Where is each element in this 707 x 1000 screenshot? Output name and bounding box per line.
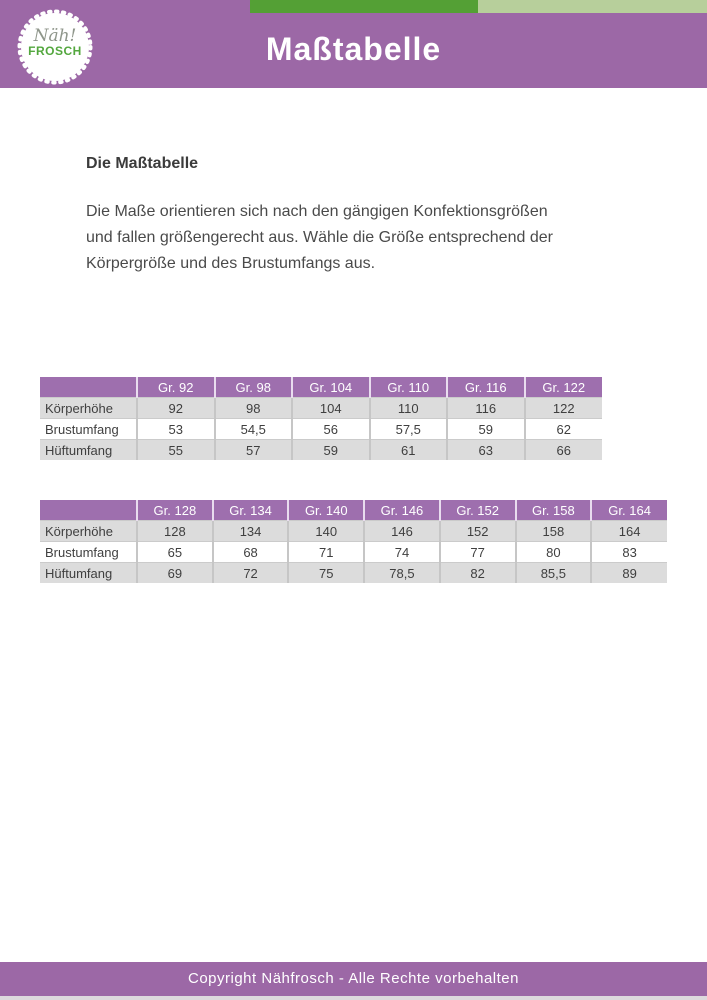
table-header-row: [40, 377, 602, 398]
value-cell: 74: [364, 542, 440, 563]
top-stripe-light-green: [478, 0, 707, 13]
table-header-row: [40, 500, 667, 521]
size-column-header: Gr. 116: [447, 377, 525, 398]
value-cell: 85,5: [516, 563, 592, 584]
intro-line: Körpergröße und des Brustumfangs aus.: [86, 255, 376, 272]
row-label: Brustumfang: [40, 542, 137, 563]
value-cell: 78,5: [364, 563, 440, 584]
logo-text: [17, 9, 93, 85]
value-cell: 59: [447, 419, 525, 440]
top-stripe-dark-green: [250, 0, 478, 13]
size-table-small: [40, 377, 602, 460]
value-cell: 164: [591, 521, 667, 542]
value-cell: 122: [525, 398, 603, 419]
nahfrosch-logo: [17, 9, 93, 85]
value-cell: 65: [137, 542, 213, 563]
intro-paragraph: [86, 199, 553, 277]
size-column-header: Gr. 152: [440, 500, 516, 521]
value-cell: 72: [213, 563, 289, 584]
value-cell: 61: [370, 440, 448, 461]
value-cell: 66: [525, 440, 603, 461]
value-cell: 77: [440, 542, 516, 563]
section-heading: Die Maßtabelle: [86, 155, 199, 172]
size-column-header: [40, 377, 137, 398]
size-column-header: Gr. 164: [591, 500, 667, 521]
table-row: [40, 542, 667, 563]
table-row: [40, 563, 667, 584]
value-cell: 89: [591, 563, 667, 584]
size-column-header: Gr. 122: [525, 377, 603, 398]
intro-line: und fallen größengerecht aus. Wähle die Größe entsprechend der: [86, 229, 553, 246]
value-cell: 57: [215, 440, 293, 461]
value-cell: 110: [370, 398, 448, 419]
table-row: [40, 440, 602, 461]
value-cell: 56: [292, 419, 370, 440]
value-cell: 128: [137, 521, 213, 542]
value-cell: 152: [440, 521, 516, 542]
value-cell: 140: [288, 521, 364, 542]
copyright-text: Copyright Nähfrosch - Alle Rechte vorbehalten: [188, 970, 519, 987]
row-label: Hüftumfang: [40, 563, 137, 584]
value-cell: 116: [447, 398, 525, 419]
size-column-header: Gr. 104: [292, 377, 370, 398]
size-column-header: Gr. 98: [215, 377, 293, 398]
table-row: [40, 398, 602, 419]
value-cell: 63: [447, 440, 525, 461]
row-label: Körperhöhe: [40, 398, 137, 419]
size-column-header: Gr. 128: [137, 500, 213, 521]
value-cell: 57,5: [370, 419, 448, 440]
value-cell: 82: [440, 563, 516, 584]
value-cell: 68: [213, 542, 289, 563]
table-row: [40, 419, 602, 440]
page-title: Maßtabelle: [265, 31, 442, 67]
value-cell: 92: [137, 398, 215, 419]
logo-brand-text: FROSCH: [28, 44, 82, 58]
value-cell: 53: [137, 419, 215, 440]
value-cell: 80: [516, 542, 592, 563]
size-column-header: Gr. 134: [213, 500, 289, 521]
value-cell: 71: [288, 542, 364, 563]
value-cell: 75: [288, 563, 364, 584]
size-table-large: [40, 500, 667, 583]
footer-bar: [0, 962, 707, 996]
bottom-edge-strip: [0, 996, 707, 1000]
value-cell: 98: [215, 398, 293, 419]
value-cell: 83: [591, 542, 667, 563]
value-cell: 69: [137, 563, 213, 584]
row-label: Körperhöhe: [40, 521, 137, 542]
size-column-header: [40, 500, 137, 521]
value-cell: 55: [137, 440, 215, 461]
size-column-header: Gr. 110: [370, 377, 448, 398]
value-cell: 59: [292, 440, 370, 461]
size-column-header: Gr. 140: [288, 500, 364, 521]
value-cell: 134: [213, 521, 289, 542]
header-banner: [0, 0, 707, 88]
value-cell: 54,5: [215, 419, 293, 440]
row-label: Brustumfang: [40, 419, 137, 440]
value-cell: 146: [364, 521, 440, 542]
value-cell: 158: [516, 521, 592, 542]
table-row: [40, 521, 667, 542]
size-column-header: Gr. 158: [516, 500, 592, 521]
value-cell: 104: [292, 398, 370, 419]
size-column-header: Gr. 146: [364, 500, 440, 521]
size-column-header: Gr. 92: [137, 377, 215, 398]
intro-line: Die Maße orientieren sich nach den gängigen Konfektionsgrößen: [86, 203, 548, 220]
logo-script-text: Näh!: [33, 26, 77, 46]
row-label: Hüftumfang: [40, 440, 137, 461]
value-cell: 62: [525, 419, 603, 440]
